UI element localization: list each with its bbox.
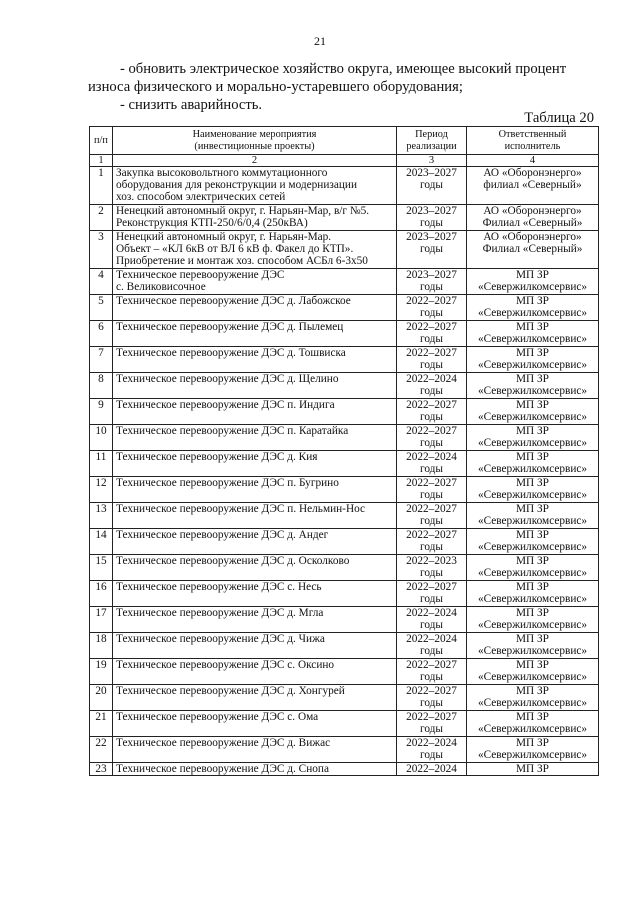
table-row (90, 581, 599, 607)
row-executor: МП ЗР «Севержилкомсервис» (467, 555, 599, 581)
table-row (90, 633, 599, 659)
row-period: 2022–2027 годы (397, 659, 467, 685)
row-period: 2023–2027 годы (397, 269, 467, 295)
row-period: 2022–2024 годы (397, 373, 467, 399)
row-number: 23 (90, 763, 113, 776)
row-name: Техническое перевооружение ДЭС д. Хонгурей (113, 685, 397, 711)
table-row (90, 205, 599, 231)
row-executor: МП ЗР «Севержилкомсервис» (467, 503, 599, 529)
row-name: Техническое перевооружение ДЭС с. Оксино (113, 659, 397, 685)
row-name: Техническое перевооружение ДЭС д. Кия (113, 451, 397, 477)
row-number: 13 (90, 503, 113, 529)
col-header-num: п/п (90, 127, 113, 155)
table-row (90, 737, 599, 763)
row-period: 2022–2027 годы (397, 685, 467, 711)
row-number: 12 (90, 477, 113, 503)
row-executor: МП ЗР «Севержилкомсервис» (467, 633, 599, 659)
row-number: 1 (90, 167, 113, 205)
row-name: Техническое перевооружение ДЭС д. Снопа (113, 763, 397, 776)
row-period: 2022–2027 годы (397, 399, 467, 425)
row-period: 2022–2024 годы (397, 607, 467, 633)
row-period: 2022–2027 годы (397, 581, 467, 607)
row-executor: МП ЗР «Севержилкомсервис» (467, 347, 599, 373)
row-name: Техническое перевооружение ДЭС п. Нельмин-Нос (113, 503, 397, 529)
row-number: 3 (90, 231, 113, 269)
col-number: 1 (90, 155, 113, 167)
investment-table (89, 126, 599, 776)
table-row (90, 373, 599, 399)
table-body (90, 167, 599, 776)
row-period: 2022–2027 годы (397, 529, 467, 555)
row-executor: МП ЗР (467, 763, 599, 776)
intro-line-1: - обновить электрическое хозяйство округа, имеющее высокий процент (120, 61, 567, 77)
table-row (90, 399, 599, 425)
row-number: 21 (90, 711, 113, 737)
row-executor: МП ЗР «Севержилкомсервис» (467, 477, 599, 503)
intro-text (88, 60, 598, 114)
row-name: Техническое перевооружение ДЭС д. Щелино (113, 373, 397, 399)
row-number: 18 (90, 633, 113, 659)
table-row (90, 321, 599, 347)
row-name: Техническое перевооружение ДЭС с. Ома (113, 711, 397, 737)
row-period: 2022–2027 годы (397, 347, 467, 373)
row-number: 19 (90, 659, 113, 685)
row-period: 2022–2027 годы (397, 711, 467, 737)
row-period: 2022–2027 годы (397, 425, 467, 451)
row-executor: МП ЗР «Севержилкомсервис» (467, 399, 599, 425)
row-number: 22 (90, 737, 113, 763)
row-executor: МП ЗР «Севержилкомсервис» (467, 529, 599, 555)
row-period: 2022–2024 годы (397, 451, 467, 477)
row-name: Техническое перевооружение ДЭС д. Вижас (113, 737, 397, 763)
table-row (90, 477, 599, 503)
row-executor: МП ЗР «Севержилкомсервис» (467, 607, 599, 633)
table-row (90, 503, 599, 529)
table-row (90, 347, 599, 373)
row-number: 8 (90, 373, 113, 399)
row-number: 6 (90, 321, 113, 347)
row-name: Закупка высоковольтного коммутационного оборудования для реконструкции и модернизации хоз. способом электрических сетей (113, 167, 397, 205)
row-number: 16 (90, 581, 113, 607)
row-number: 5 (90, 295, 113, 321)
row-period: 2022–2023 годы (397, 555, 467, 581)
col-number: 3 (397, 155, 467, 167)
column-number-row (90, 155, 599, 167)
col-header-period: Период реализации (397, 127, 467, 155)
row-period: 2023–2027 годы (397, 167, 467, 205)
row-number: 4 (90, 269, 113, 295)
row-name: Ненецкий автономный округ, г. Нарьян-Мар, в/г №5. Реконструкция КТП-250/6/0,4 (250кВА) (113, 205, 397, 231)
row-period: 2022–2027 годы (397, 503, 467, 529)
table-label: Таблица 20 (524, 110, 594, 126)
row-number: 20 (90, 685, 113, 711)
row-executor: МП ЗР «Севержилкомсервис» (467, 295, 599, 321)
row-name: Техническое перевооружение ДЭС п. Индига (113, 399, 397, 425)
row-period: 2022–2027 годы (397, 477, 467, 503)
row-name: Техническое перевооружение ДЭС д. Андег (113, 529, 397, 555)
table-header-row (90, 127, 599, 155)
row-number: 14 (90, 529, 113, 555)
row-period: 2022–2024 годы (397, 737, 467, 763)
row-name: Техническое перевооружение ДЭС д. Тошвиска (113, 347, 397, 373)
table-row (90, 763, 599, 776)
table-row (90, 659, 599, 685)
row-number: 15 (90, 555, 113, 581)
table-row (90, 425, 599, 451)
row-executor: МП ЗР «Севержилкомсервис» (467, 737, 599, 763)
row-name: Ненецкий автономный округ, г. Нарьян-Мар. Объект – «КЛ 6кВ от ВЛ 6 кВ ф. Факел до КТП». Приобретение и монтаж хоз. способом АСБл 6-3х50 (113, 231, 397, 269)
row-number: 9 (90, 399, 113, 425)
col-header-executor: Ответственный исполнитель (467, 127, 599, 155)
row-period: 2022–2024 годы (397, 633, 467, 659)
row-number: 10 (90, 425, 113, 451)
table-row (90, 529, 599, 555)
table-row (90, 167, 599, 205)
row-number: 2 (90, 205, 113, 231)
row-period: 2022–2027 годы (397, 321, 467, 347)
page-number: 21 (314, 34, 326, 48)
row-number: 17 (90, 607, 113, 633)
row-executor: АО «Оборонэнерго» Филиал «Северный» (467, 231, 599, 269)
col-number: 4 (467, 155, 599, 167)
col-number: 2 (113, 155, 397, 167)
row-name: Техническое перевооружение ДЭС п. Каратайка (113, 425, 397, 451)
row-period: 2023–2027 годы (397, 231, 467, 269)
row-number: 7 (90, 347, 113, 373)
col-header-name: Наименование мероприятия (инвестиционные проекты) (113, 127, 397, 155)
row-executor: МП ЗР «Севержилкомсервис» (467, 269, 599, 295)
table-row (90, 711, 599, 737)
row-executor: МП ЗР «Севержилкомсервис» (467, 659, 599, 685)
row-name: Техническое перевооружение ДЭС д. Осколково (113, 555, 397, 581)
row-period: 2023–2027 годы (397, 205, 467, 231)
row-executor: МП ЗР «Севержилкомсервис» (467, 711, 599, 737)
row-executor: АО «Оборонэнерго» филиал «Северный» (467, 167, 599, 205)
row-name: Техническое перевооружение ДЭС д. Мгла (113, 607, 397, 633)
table-row (90, 555, 599, 581)
intro-line-3: - снизить аварийность. (120, 97, 263, 113)
row-executor: МП ЗР «Севержилкомсервис» (467, 685, 599, 711)
row-name: Техническое перевооружение ДЭС д. Чижа (113, 633, 397, 659)
table-row (90, 295, 599, 321)
row-name: Техническое перевооружение ДЭС п. Бугрино (113, 477, 397, 503)
table-row (90, 607, 599, 633)
row-period: 2022–2024 (397, 763, 467, 776)
row-name: Техническое перевооружение ДЭС с. Великовисочное (113, 269, 397, 295)
row-name: Техническое перевооружение ДЭС с. Несь (113, 581, 397, 607)
row-executor: МП ЗР «Севержилкомсервис» (467, 321, 599, 347)
table-row (90, 451, 599, 477)
row-name: Техническое перевооружение ДЭС д. Лабожское (113, 295, 397, 321)
row-executor: МП ЗР «Севержилкомсервис» (467, 425, 599, 451)
intro-line-2: износа физического и морально-устаревшего оборудования; (88, 79, 463, 95)
row-number: 11 (90, 451, 113, 477)
row-period: 2022–2027 годы (397, 295, 467, 321)
row-executor: МП ЗР «Севержилкомсервис» (467, 373, 599, 399)
table-row (90, 685, 599, 711)
row-executor: АО «Оборонэнерго» Филиал «Северный» (467, 205, 599, 231)
row-name: Техническое перевооружение ДЭС д. Пылемец (113, 321, 397, 347)
table-row (90, 269, 599, 295)
table-row (90, 231, 599, 269)
row-executor: МП ЗР «Севержилкомсервис» (467, 581, 599, 607)
row-executor: МП ЗР «Севержилкомсервис» (467, 451, 599, 477)
